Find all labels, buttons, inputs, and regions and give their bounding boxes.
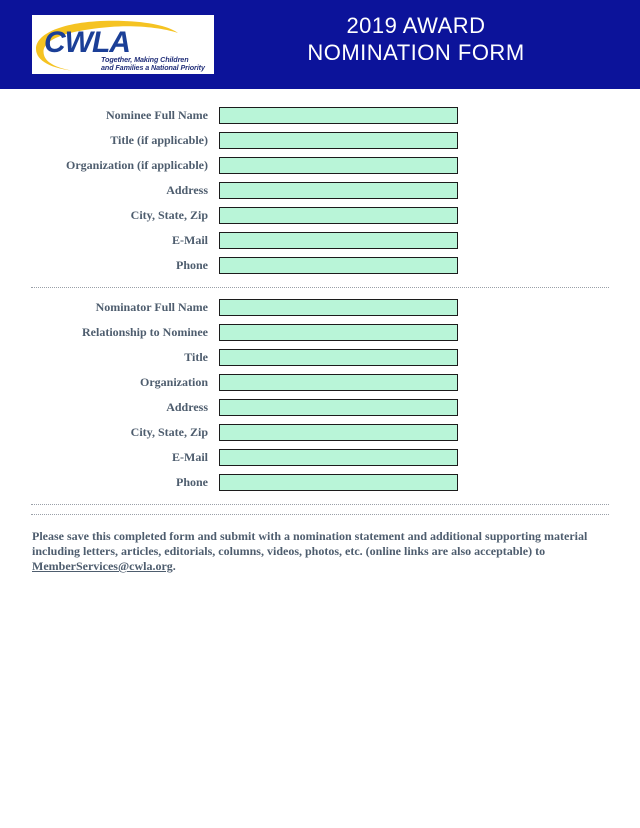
form-title-line2: NOMINATION FORM — [307, 40, 525, 65]
nominator-phone-label: Phone — [175, 475, 208, 489]
nominee-address-row — [0, 182, 640, 200]
nominee-address-label: Address — [166, 183, 208, 197]
nominator-title-input[interactable] — [219, 349, 458, 366]
section-divider — [31, 287, 609, 288]
nominee-city-state-zip-row — [0, 207, 640, 225]
nominator-email-row — [0, 449, 640, 467]
nominator-relationship-label: Relationship to Nominee — [82, 325, 208, 339]
nominator-title-label: Title — [184, 350, 208, 364]
nominator-full-name-row — [0, 299, 640, 317]
nominee-title-input[interactable] — [219, 132, 458, 149]
nominee-organization-label: Organization (if applicable) — [66, 158, 208, 172]
nominator-full-name-input[interactable] — [219, 299, 458, 316]
nominator-full-name-label: Nominator Full Name — [95, 300, 208, 314]
logo-tagline-line2: and Families a National Priority — [101, 63, 205, 72]
nominee-address-input[interactable] — [219, 182, 458, 199]
nominator-phone-row — [0, 474, 640, 492]
nominee-phone-input[interactable] — [219, 257, 458, 274]
header-banner — [0, 0, 640, 89]
cwla-logo — [32, 15, 214, 74]
nominee-email-row — [0, 232, 640, 250]
nominator-email-input[interactable] — [219, 449, 458, 466]
nominator-organization-input[interactable] — [219, 374, 458, 391]
nominee-email-label: E-Mail — [172, 233, 208, 247]
nominee-phone-row — [0, 257, 640, 275]
nominee-city-state-zip-input[interactable] — [219, 207, 458, 224]
nominator-address-label: Address — [166, 400, 208, 414]
nominator-relationship-input[interactable] — [219, 324, 458, 341]
nominator-city-state-zip-label: City, State, Zip — [130, 425, 208, 439]
nominator-city-state-zip-input[interactable] — [219, 424, 458, 441]
nominator-city-state-zip-row — [0, 424, 640, 442]
nominee-organization-row — [0, 157, 640, 175]
nominee-email-input[interactable] — [219, 232, 458, 249]
submission-instructions — [32, 529, 612, 574]
nominator-organization-label: Organization — [140, 375, 208, 389]
nominee-city-state-zip-label: City, State, Zip — [130, 208, 208, 222]
nominee-title-row — [0, 132, 640, 150]
nominee-title-label: Title (if applicable) — [110, 133, 208, 147]
logo-wordmark: CWLA — [44, 26, 130, 59]
nominee-full-name-input[interactable] — [219, 107, 458, 124]
nominee-full-name-label: Nominee Full Name — [106, 108, 208, 122]
logo-tagline-line1: Together, Making Children — [101, 55, 189, 64]
nominator-address-row — [0, 399, 640, 417]
nominee-organization-input[interactable] — [219, 157, 458, 174]
section-divider — [31, 514, 609, 515]
instructions-trailing: . — [172, 559, 176, 573]
nominator-email-label: E-Mail — [172, 450, 208, 464]
nominator-relationship-row — [0, 324, 640, 342]
member-services-email-link[interactable]: MemberServices@cwla.org — [32, 559, 173, 573]
nominator-phone-input[interactable] — [219, 474, 458, 491]
nominator-address-input[interactable] — [219, 399, 458, 416]
nominee-phone-label: Phone — [175, 258, 208, 272]
nominator-organization-row — [0, 374, 640, 392]
form-title-line1: 2019 AWARD — [346, 13, 486, 38]
nominee-full-name-row — [0, 107, 640, 125]
nominator-title-row — [0, 349, 640, 367]
instructions-text: Please save this completed form and submit with a nomination statement and additional supporting material including letters, articles, editorials, columns, videos, photos, etc. (online links are also acceptable) to — [32, 529, 588, 558]
section-divider — [31, 504, 609, 505]
